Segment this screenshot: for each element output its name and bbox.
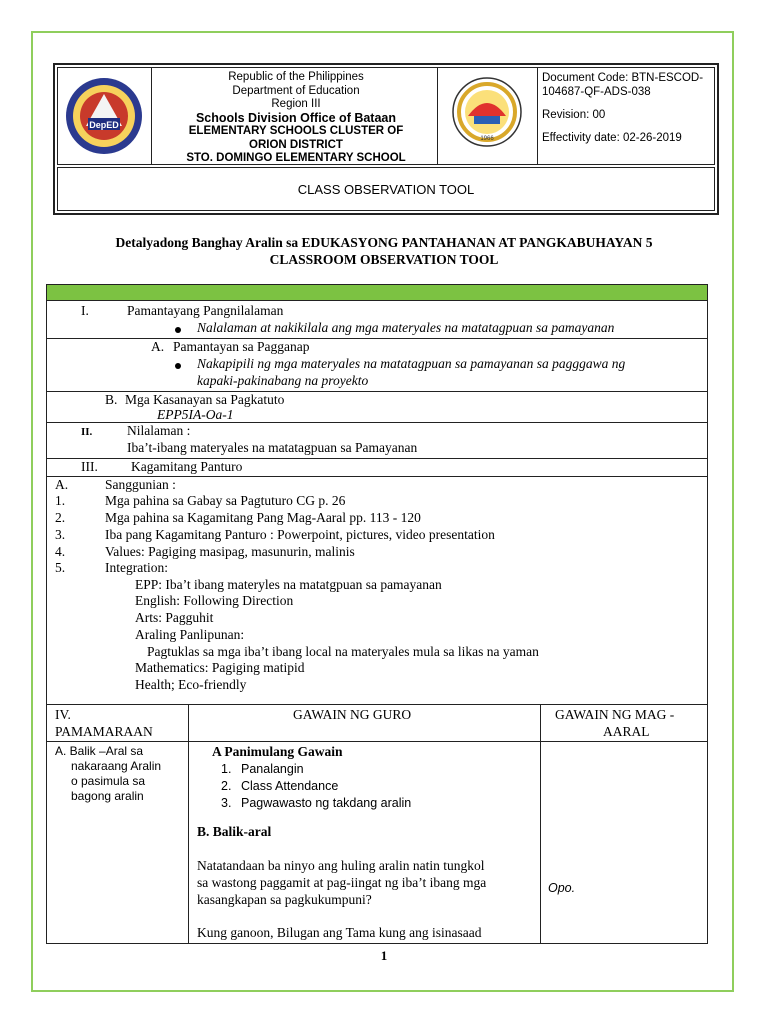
question-line-1: Natatandaan ba ninyo ang huling aralin natin tungkol — [197, 858, 485, 873]
s1-bullet-text: Nalalaman at nakikilala ang mga materyales na matatagpuan sa pamayanan — [197, 320, 615, 335]
stage-line: nakaraang Aralin — [71, 759, 162, 773]
column-divider — [188, 705, 189, 741]
school-logo-cell — [438, 68, 538, 164]
school-line: STO. DOMINGO ELEMENTARY SCHOOL — [186, 152, 406, 164]
materials-row — [47, 459, 707, 477]
department-line: Department of Education — [232, 84, 360, 97]
column-divider — [540, 705, 541, 741]
resource-number-3: 3. — [55, 527, 66, 542]
procedure-content-row — [47, 742, 707, 944]
resource-number-2: 2. — [55, 510, 66, 525]
integration-line-4: Araling Panlipunan: — [135, 627, 245, 642]
svg-text:1966: 1966 — [480, 136, 494, 142]
integration-line-5: Pagtuklas sa mga iba’t ibang local na materyales mula sa likas na yaman — [147, 644, 539, 659]
school-info — [154, 71, 438, 166]
procedure-header-row — [47, 705, 707, 742]
effectivity-line: Effectivity date: 02-26-2019 — [542, 132, 682, 144]
green-header-row — [47, 285, 707, 301]
header-top-row — [57, 67, 715, 165]
cluster-line-1: ELEMENTARY SCHOOLS CLUSTER OF — [188, 125, 404, 137]
doc-code-line-2: 104687-QF-ADS-038 — [542, 86, 651, 98]
column-divider — [188, 742, 189, 944]
teacher-item-number-2: 2. — [221, 779, 232, 793]
references-number: A. — [55, 477, 69, 492]
student-answer: Opo. — [548, 881, 576, 895]
s2-label: Nilalaman : — [127, 423, 191, 438]
resource-number-4: 4. — [55, 544, 66, 559]
division-line: Schools Division Office of Bataan — [195, 110, 397, 125]
performance-standard-row — [47, 339, 707, 392]
school-seal-icon — [438, 68, 536, 164]
revision-line: Revision: 00 — [542, 109, 606, 121]
teacher-item-text-3: Pagwawasto ng takdang aralin — [241, 796, 412, 810]
procedure-label: PAMAMARAAN — [55, 724, 153, 739]
content-row — [47, 423, 707, 459]
deped-seal-icon — [58, 68, 150, 164]
resource-text-1: Mga pahina sa Gabay sa Pagtuturo CG p. 26 — [105, 493, 346, 508]
references-row — [47, 477, 707, 705]
resource-text-5: Integration: — [105, 560, 168, 575]
s2-number: II. — [81, 426, 93, 438]
cluster-line-2: ORION DISTRICT — [249, 138, 343, 151]
stage-line: A. Balik –Aral sa — [55, 744, 144, 758]
stage-label — [55, 744, 161, 804]
resource-text-3: Iba pang Kagamitang Panturo : Powerpoint, pictures, video presentation — [105, 527, 495, 542]
page-number: 1 — [380, 948, 388, 963]
region-line: Region III — [271, 98, 321, 110]
sA-number: A. — [151, 339, 165, 354]
instruction-line: Kung ganoon, Bilugan ang Tama kung ang isinasaad — [197, 925, 482, 940]
procedure-number: IV. — [55, 707, 71, 722]
doc-code-line-1: Document Code: BTN-ESCOD- — [542, 72, 704, 84]
teacher-heading: A Panimulang Gawain — [212, 744, 343, 759]
document-subtitle: CLASSROOM OBSERVATION TOOL — [269, 252, 499, 267]
resource-number-5: 5. — [55, 560, 66, 575]
question-line-3: kasangkapan sa pagkukumpuni? — [197, 892, 372, 907]
s3-label: Kagamitang Panturo — [131, 459, 243, 474]
sB-number: B. — [105, 392, 118, 407]
column-divider — [540, 742, 541, 944]
content-standard-row — [47, 301, 707, 339]
resource-number-1: 1. — [55, 493, 66, 508]
document-title: Detalyadong Banghay Aralin sa EDUKASYONG PANTAHANAN AT PANGKABUHAYAN 5 — [115, 235, 653, 250]
sA-bullet-line-1: Nakapipili ng mga materyales na matatagpuan sa pamayanan sa pagggawa ng — [197, 356, 626, 371]
s3-number: III. — [81, 459, 98, 474]
integration-line-3: Arts: Pagguhit — [135, 610, 214, 625]
resource-text-2: Mga pahina sa Kagamitang Pang Mag-Aaral pp. 113 - 120 — [105, 510, 421, 525]
sA-bullet-line-2: kapaki-pakinabang na proyekto — [197, 373, 369, 388]
svg-text:DepED: DepED — [89, 120, 119, 130]
sA-label: Pamantayan sa Pagganap — [173, 339, 310, 354]
teacher-column-header: GAWAIN NG GURO — [293, 707, 412, 722]
deped-logo-cell — [58, 68, 152, 164]
tool-title: CLASS OBSERVATION TOOL — [57, 167, 715, 211]
learning-competencies-row — [47, 392, 707, 423]
teacher-item-text-1: Panalangin — [241, 762, 304, 776]
document-info — [542, 71, 710, 145]
lesson-plan-table — [46, 284, 708, 944]
document-header — [53, 63, 719, 215]
references-label: Sanggunian : — [105, 477, 176, 492]
sB-code: EPP5IA-Oa-1 — [157, 407, 234, 422]
republic-line: Republic of the Philippines — [228, 71, 364, 83]
student-column-header-1: GAWAIN NG MAG - — [555, 707, 675, 722]
integration-line-1: EPP: Iba’t ibang materyles na matatgpuan sa pamayanan — [135, 577, 442, 592]
integration-line-7: Health; Eco-friendly — [135, 677, 247, 692]
question-line-2: sa wastong paggamit at pag-iingat ng iba’t ibang mga — [197, 875, 487, 890]
bullet-icon — [175, 363, 181, 369]
bullet-icon — [175, 327, 181, 333]
teacher-item-text-2: Class Attendance — [241, 779, 339, 793]
balik-aral-heading: B. Balik-aral — [197, 824, 272, 839]
stage-line: bagong aralin — [71, 789, 144, 803]
integration-line-2: English: Following Direction — [135, 593, 294, 608]
sB-label: Mga Kasanayan sa Pagkatuto — [125, 392, 285, 407]
resource-text-4: Values: Pagiging masipag, masunurin, malinis — [105, 544, 355, 559]
stage-line: o pasimula sa — [71, 774, 146, 788]
student-column-header-2: AARAL — [603, 724, 650, 739]
teacher-item-number-1: 1. — [221, 762, 232, 776]
teacher-item-number-3: 3. — [221, 796, 232, 810]
integration-line-6: Mathematics: Pagiging matipid — [135, 660, 305, 675]
s1-label: Pamantayang Pangnilalaman — [127, 303, 284, 318]
s2-text: Iba’t-ibang materyales na matatagpuan sa Pamayanan — [127, 440, 418, 455]
s1-number: I. — [81, 303, 89, 318]
